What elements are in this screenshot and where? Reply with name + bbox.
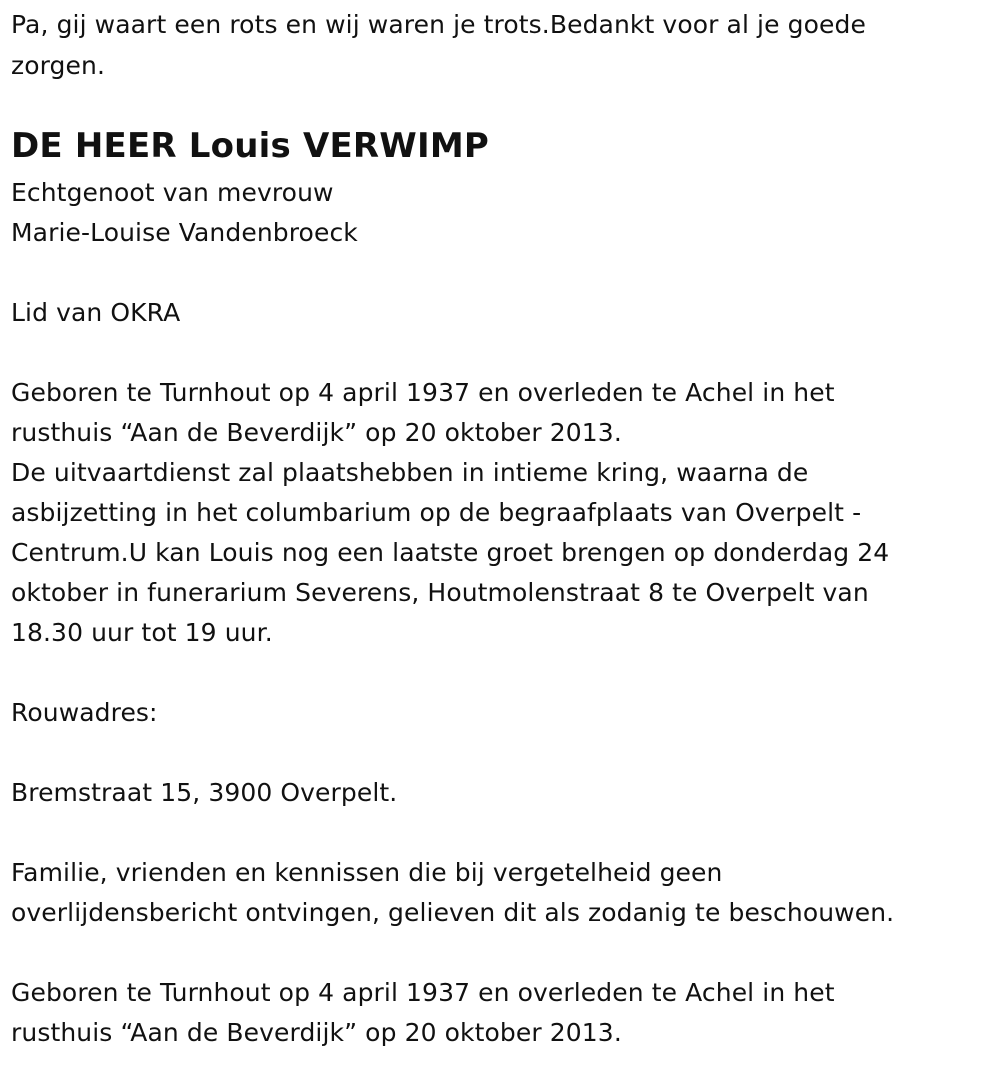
deceased-name-heading: DE HEER Louis VERWIMP [11, 126, 489, 166]
details-line-5: Centrum.U kan Louis nog een laatste groet brengen op donderdag 24 [11, 538, 890, 567]
spouse-line-1: Echtgenoot van mevrouw [11, 178, 334, 207]
intro-line-1: Pa, gij waart een rots en wij waren je trots.Bedankt voor al je goede [11, 10, 866, 39]
spouse-line-2: Marie-Louise Vandenbroeck [11, 218, 358, 247]
details-line-6: oktober in funerarium Severens, Houtmolenstraat 8 te Overpelt van [11, 578, 869, 607]
details-line-3: De uitvaartdienst zal plaatshebben in intieme kring, waarna de [11, 458, 809, 487]
details-line-2: rusthuis “Aan de Beverdijk” op 20 oktober 2013. [11, 418, 622, 447]
intro-line-2: zorgen. [11, 51, 105, 80]
notice-line-2: overlijdensbericht ontvingen, gelieven dit als zodanig te beschouwen. [11, 898, 895, 927]
membership-line: Lid van OKRA [11, 298, 181, 327]
mourning-address-label: Rouwadres: [11, 698, 158, 727]
details-line-7: 18.30 uur tot 19 uur. [11, 618, 273, 647]
details-line-4: asbijzetting in het columbarium op de begraafplaats van Overpelt - [11, 498, 862, 527]
repeat-line-2: rusthuis “Aan de Beverdijk” op 20 oktober 2013. [11, 1018, 622, 1047]
notice-line-1: Familie, vrienden en kennissen die bij vergetelheid geen [11, 858, 723, 887]
details-line-1: Geboren te Turnhout op 4 april 1937 en overleden te Achel in het [11, 378, 835, 407]
repeat-line-1: Geboren te Turnhout op 4 april 1937 en overleden te Achel in het [11, 978, 835, 1007]
mourning-address: Bremstraat 15, 3900 Overpelt. [11, 778, 398, 807]
